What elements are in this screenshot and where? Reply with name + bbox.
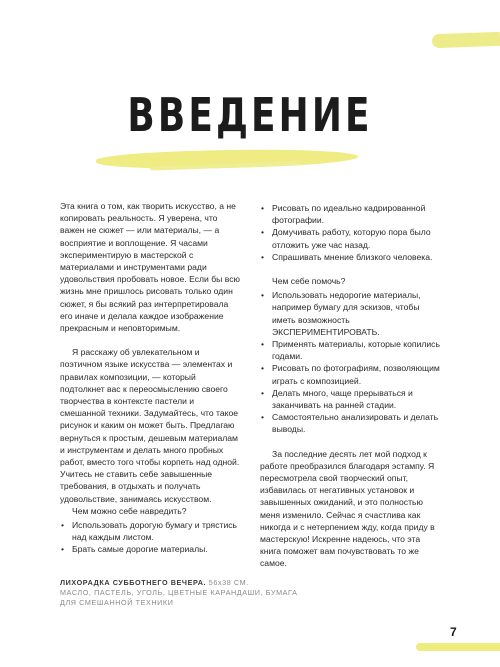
help-list [260, 289, 442, 435]
list-item: • Рисовать по фотографиям, позволяющим играть с композицией. [260, 362, 442, 386]
list-item: • Использовать дорогую бумагу и трястись над каждым листом. [60, 519, 242, 543]
harm-list [60, 519, 242, 556]
list-item: • Брать самые дорогие материалы. [60, 543, 242, 555]
artwork-caption [60, 578, 300, 608]
list-item: • Домучивать работу, которую пора было отложить уже час назад. [260, 226, 442, 250]
harm-question: Чем можно себе навредить? [72, 505, 187, 516]
caption-title: ЛИХОРАДКА СУББОТНЕГО ВЕЧЕРА. [60, 578, 207, 587]
language-paragraph: Я расскажу об увлекательном и поэтичном языке искусства — элементах и правилах композиции, — который подтолкнет вас к переосмыслению своего творчества в контексте пастели и смешанной техники. Задумайтесь, что такое рисунок и каким он может быть. Предлагаю вернуться к простым, дешевым материалам и инструментам и делать много пробных работ, вместо того чтобы корпеть над одной. Учитесь не ставить себе завышенные требования, в отдыхать и получать удовольствие, занимаясь искусством. [60, 347, 240, 504]
page-title: ВВЕДЕНИЕ [127, 88, 373, 142]
help-question: Чем себе помочь? [272, 276, 346, 287]
list-item: • Использовать недорогие материалы, например бумагу для эскизов, чтобы иметь возможность ЭКСПЕРИМЕНТИРОВАТЬ. [260, 289, 442, 338]
left-column [60, 200, 242, 556]
list-item: • Применять материалы, которые копились годами. [260, 338, 442, 362]
list-item: • Спрашивать мнение близкого человека. [260, 251, 442, 263]
caption-size: 56x38 СМ. [208, 578, 249, 587]
intro-paragraph: Эта книга о том, как творить искусство, а не копировать реальность. Я уверена, что важен не сюжет — или материалы, — а восприятие и воплощение. Я часами экспериментирую в мастерской с материалами и инструментами ради удовольствия пробовать новое. Если бы всю жизнь мне пришлось рисовать только один сюжет, я бы всякий раз интерпретировала его иначе и делала каждое изображение прекрасным и неповторимым. [60, 201, 240, 334]
list-item: • Делать много, чаще прерываться и заканчивать на ранней стадии. [260, 387, 442, 411]
closing-paragraph: За последние десять лет мой подход к работе преобразился благодаря эстампу. Я пересмотрела свой творческий опыт, избавилась от негативных установок и завышенных ожиданий, и это полностью меня изменило. Сейчас я счастлива как никогда и с нетерпением жду, когда приду в мастерскую! Искренне надеюсь, что эта книга поможет вам почувствовать то же самое. [260, 448, 435, 569]
harm-list-continued [260, 202, 442, 263]
highlight-stroke-top [432, 32, 500, 48]
caption-materials: МАСЛО, ПАСТЕЛЬ, УГОЛЬ, ЦВЕТНЫЕ КАРАНДАШИ, БУМАГА ДЛЯ СМЕШАННОЙ ТЕХНИКИ [60, 588, 298, 607]
page-number-highlight [416, 643, 500, 651]
right-column [260, 200, 442, 570]
list-item: • Рисовать по идеально кадрированной фотографии. [260, 202, 442, 226]
page-number: 7 [450, 625, 457, 639]
list-item: • Самостоятельно анализировать и делать выводы. [260, 411, 442, 435]
